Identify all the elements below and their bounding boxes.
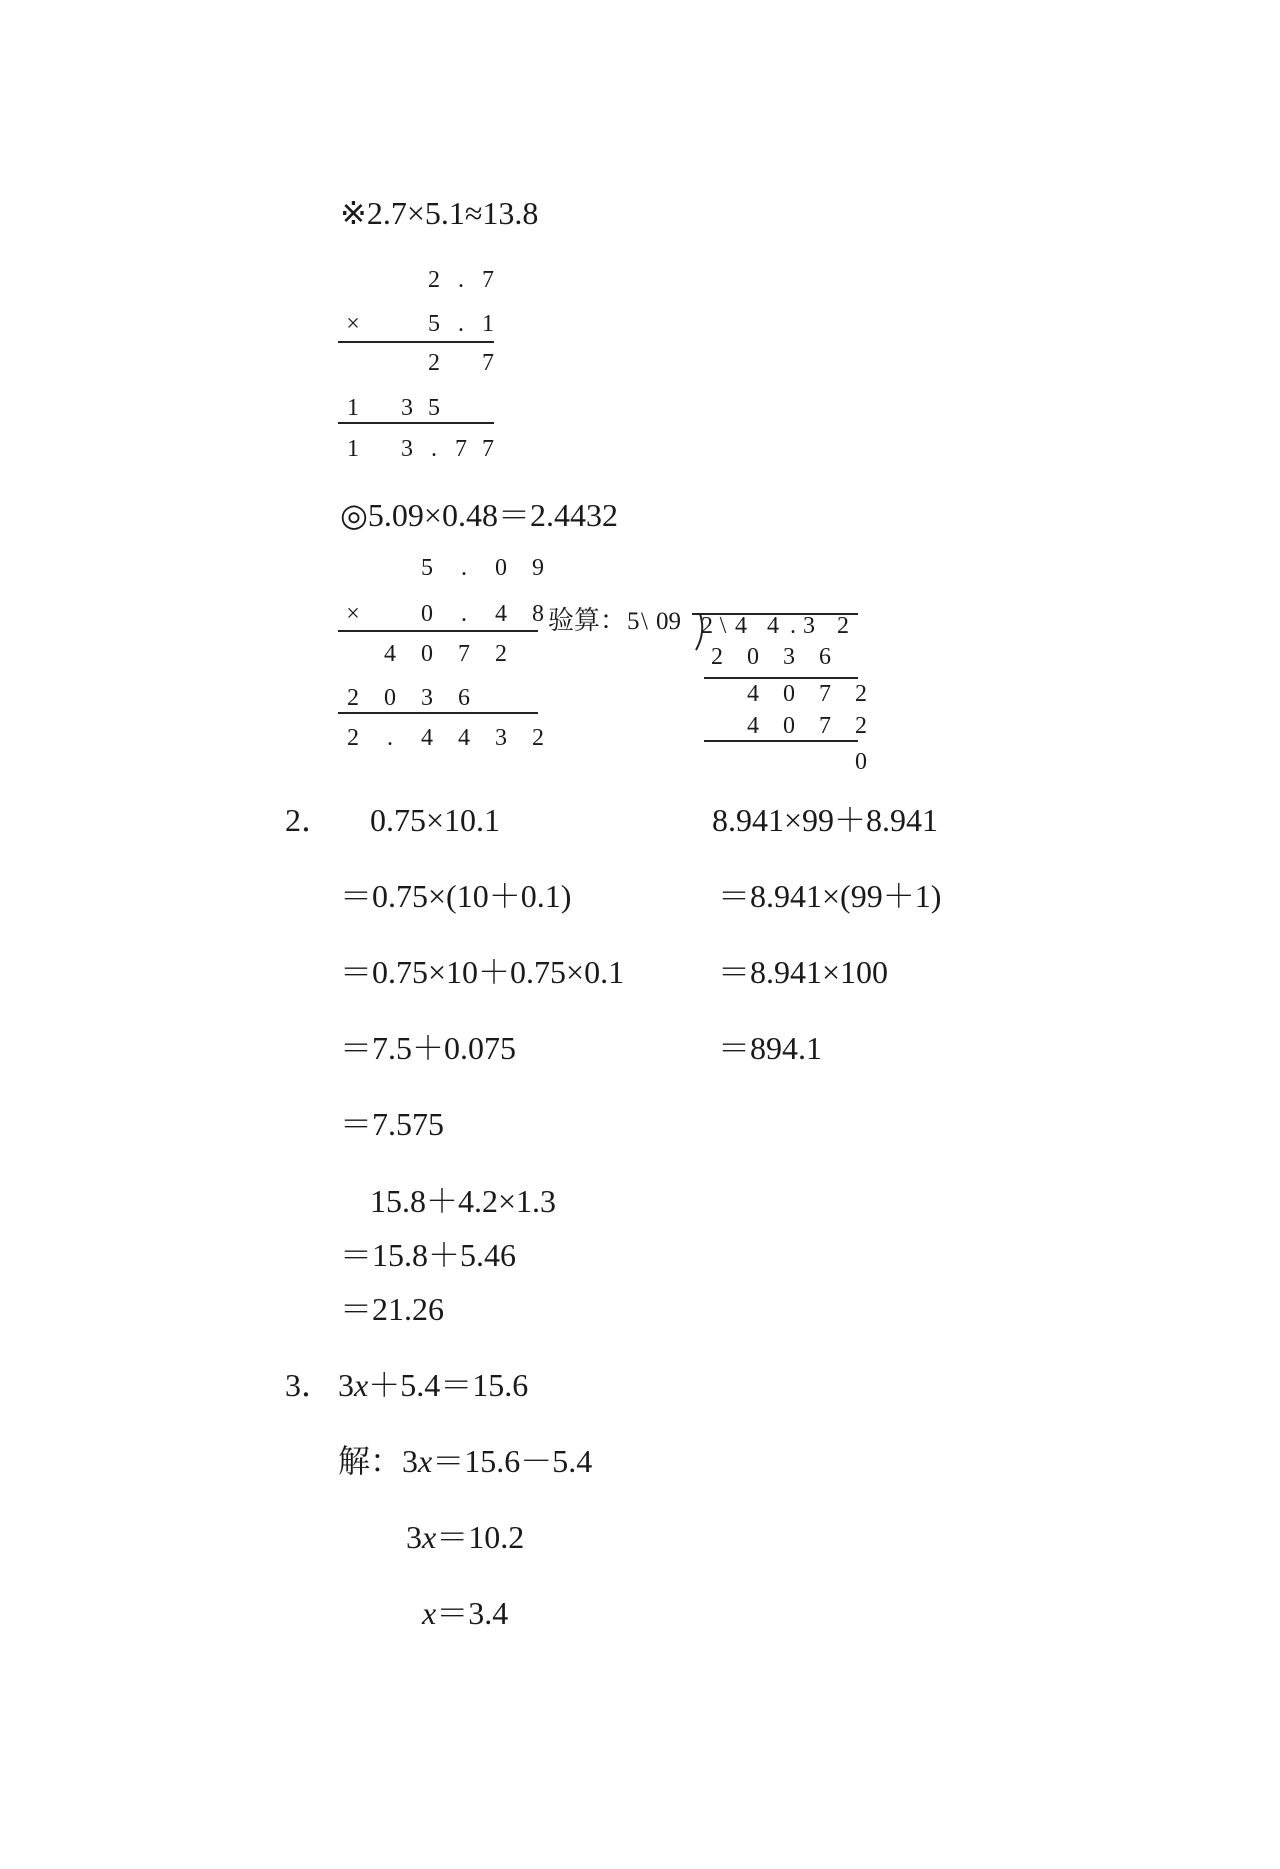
q2-third-line: 15.8＋4.2×1.3 bbox=[370, 1183, 557, 1219]
divisor-a: 5 bbox=[627, 608, 640, 635]
ex2-digit: 3 bbox=[495, 725, 507, 751]
q2-left-line: ＝7.5＋0.075 bbox=[340, 1030, 517, 1066]
division-digit: 7 bbox=[819, 713, 831, 739]
dividend-digit: 4 bbox=[767, 613, 779, 639]
q2-number: 2． bbox=[285, 802, 334, 838]
q2-right-line: 8.941×99＋8.941 bbox=[712, 802, 939, 838]
ex1-digit: 1 bbox=[482, 311, 494, 337]
division-digit: 2 bbox=[711, 644, 723, 670]
ex2-digit: . bbox=[461, 601, 467, 627]
ex1-digit: 3 bbox=[401, 395, 413, 421]
ex2-digit: 0 bbox=[384, 685, 396, 711]
ex1-digit: 3 bbox=[401, 436, 413, 462]
ex2-digit: 7 bbox=[458, 641, 470, 667]
divisor-mark: \ bbox=[641, 608, 648, 635]
ex2-digit: 4 bbox=[384, 641, 396, 667]
q3-step-2: 3x＝10.2 bbox=[406, 1519, 525, 1555]
ex1-digit: 5 bbox=[428, 395, 440, 421]
ex1-digit: 5 bbox=[428, 311, 440, 337]
ex1-digit: 2 bbox=[428, 267, 440, 293]
q2-left-line: ＝7.575 bbox=[340, 1106, 445, 1142]
ex2-digit: × bbox=[346, 601, 360, 627]
division-digit: 4 bbox=[747, 713, 759, 739]
ex2-digit: 5 bbox=[421, 555, 433, 581]
q3-step-3: x＝3.4 bbox=[422, 1595, 509, 1631]
dividend-digit: 2 bbox=[837, 613, 849, 639]
ex1-digit: 7 bbox=[482, 436, 494, 462]
q2-left-line: 0.75×10.1 bbox=[370, 802, 501, 838]
ex1-digit: 7 bbox=[482, 350, 494, 376]
q2-third-line: ＝15.8＋5.46 bbox=[340, 1237, 517, 1273]
ex2-digit: 0 bbox=[421, 641, 433, 667]
ex1-title: ※2.7×5.1≈13.8 bbox=[340, 195, 539, 231]
ex2-digit: 9 bbox=[532, 555, 544, 581]
ex2-digit: 2 bbox=[532, 725, 544, 751]
ex2-digit: 4 bbox=[458, 725, 470, 751]
ex2-digit: . bbox=[461, 555, 467, 581]
division-digit: 0 bbox=[855, 749, 867, 775]
division-digit: 0 bbox=[783, 713, 795, 739]
dividend-digit: 3 bbox=[803, 613, 815, 639]
q2-left-line: ＝0.75×(10＋0.1) bbox=[340, 878, 572, 914]
division-digit: 3 bbox=[783, 644, 795, 670]
dividend-digit: \ bbox=[719, 613, 727, 639]
ex2-digit: 2 bbox=[347, 685, 359, 711]
ex1-digit: × bbox=[346, 311, 360, 337]
ex1-digit: . bbox=[458, 267, 464, 293]
ex2-digit: 0 bbox=[421, 601, 433, 627]
ex2-digit: 3 bbox=[421, 685, 433, 711]
ex2-digit: . bbox=[387, 725, 393, 751]
ex1-digit: 7 bbox=[482, 267, 494, 293]
ex2-digit: 4 bbox=[495, 601, 507, 627]
ex1-digit: 1 bbox=[347, 395, 359, 421]
ex2-title: ◎5.09×0.48＝2.4432 bbox=[340, 497, 618, 533]
division-digit: 4 bbox=[747, 681, 759, 707]
ex1-digit: . bbox=[458, 311, 464, 337]
ex2-digit: 2 bbox=[347, 725, 359, 751]
q3-step-1: 解：3x＝15.6－5.4 bbox=[338, 1443, 593, 1479]
ex2-digit: 4 bbox=[421, 725, 433, 751]
division-digit: 6 bbox=[819, 644, 831, 670]
division-digit: 0 bbox=[747, 644, 759, 670]
division-digit: 2 bbox=[855, 713, 867, 739]
dividend-digit: 4 bbox=[735, 613, 747, 639]
ex1-digit: 2 bbox=[428, 350, 440, 376]
ex2-digit: 0 bbox=[495, 555, 507, 581]
q2-third-line: ＝21.26 bbox=[340, 1291, 445, 1327]
q2-right-line: ＝8.941×100 bbox=[718, 954, 889, 990]
division-digit: 0 bbox=[783, 681, 795, 707]
division-digit: 7 bbox=[819, 681, 831, 707]
ex2-digit: 2 bbox=[495, 641, 507, 667]
ex2-digit: 8 bbox=[532, 601, 544, 627]
divisor-b: 09 bbox=[656, 608, 681, 635]
ex1-digit: 1 bbox=[347, 436, 359, 462]
ex2-digit: 6 bbox=[458, 685, 470, 711]
dividend-digit: 2 bbox=[701, 613, 713, 639]
q3-number: 3． bbox=[285, 1367, 334, 1403]
division-digit: 2 bbox=[855, 681, 867, 707]
q2-right-line: ＝894.1 bbox=[718, 1030, 823, 1066]
dividend-digit: . bbox=[790, 613, 796, 639]
q3-equation: 3x＋5.4＝15.6 bbox=[338, 1367, 529, 1403]
ex1-digit: . bbox=[431, 436, 437, 462]
check-label: 验算： bbox=[548, 606, 627, 635]
ex1-digit: 7 bbox=[455, 436, 467, 462]
q2-right-line: ＝8.941×(99＋1) bbox=[718, 878, 942, 914]
q2-left-line: ＝0.75×10＋0.75×0.1 bbox=[340, 954, 625, 990]
